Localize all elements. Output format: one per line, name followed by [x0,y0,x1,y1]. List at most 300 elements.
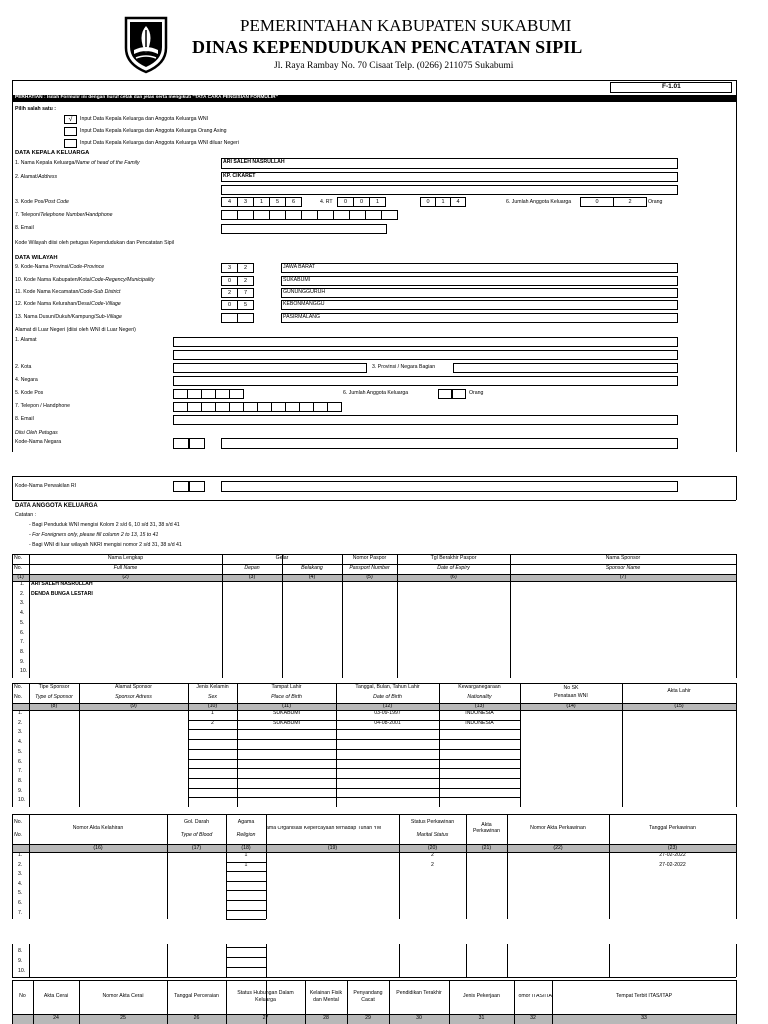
t2-h-no: No. [14,684,23,690]
t3-row-no: 5. [18,890,23,897]
t1-colnum: (7) [619,574,627,580]
t3-row-date: 27-02-2022 [659,852,686,858]
t4-h-hub: Status Hubungan Dalam Keluarga [237,990,294,1003]
t3b-column-divider [12,944,13,977]
t3-h-akta-kawin: Akta [481,822,492,828]
phone-digit-1[interactable] [221,210,238,220]
t4-colnum: 25 [120,1015,126,1021]
choose-label: Pilih salah satu : [15,106,56,112]
column-divider [79,683,80,807]
t3-row-no: 4. [18,880,23,887]
rw-digit-1[interactable]: 0 [420,197,436,207]
option-wni-label: Input Data Kepala Keluarga dan Anggota Keluarga WNI [80,116,209,122]
members-note-1: - Bagi Penduduk WNI mengisi Kolom 2 s/d 6, 10 s/d 31, 38 s/d 41 [29,522,180,528]
t2-h-dob: Tanggal, Bulan, Tahun Lahir [355,684,420,690]
kk-address-value: KP. CIKARET [223,173,256,179]
t3-row-date: 27-02-2022 [659,861,686,868]
wilayah-name-field[interactable] [281,300,678,310]
phone-digit-9[interactable] [349,210,366,220]
t3-h-akta: Nomor Akta Kelahiran [72,825,124,831]
t2-row-nat: INDONESIA [465,719,494,726]
form-code: F-1.01 [662,83,681,90]
t1-h-front: Depan [244,565,260,571]
t3b-row-line [226,947,266,948]
wilayah-code-digit-2[interactable] [237,313,254,323]
t2-colnum: (13) [474,703,485,709]
t3-colnum: (23) [667,844,678,851]
t4-h-itas: omor ITAS/ITA [518,994,552,999]
t2-row-pob: SUKABUMI [272,710,301,716]
postal-digit-2[interactable]: 3 [237,197,254,207]
column-divider [397,554,398,678]
t2-row-line [188,739,520,740]
column-divider [167,814,168,919]
option-abroad-checkbox[interactable] [64,139,77,148]
kk-members-label: 6. Jumlah Anggota Keluarga [506,199,572,205]
t1-h-title: Gelar [275,555,289,561]
column-divider [622,683,623,807]
members-note-2: - For Foreigners only, please fill column 2 to 13, 15 to 41 [29,532,159,538]
t2-row-line [188,749,520,750]
abroad-members-label: 6. Jumlah Anggota Keluarga [343,390,409,396]
abroad-postal-digit-4[interactable] [215,389,230,399]
abroad-postal-digit-3[interactable] [201,389,216,399]
t2-row-line [188,778,520,779]
postal-digit-4[interactable]: 5 [269,197,286,207]
wilayah-label-en: Code-Province [69,264,105,270]
abroad-phone-digit-10[interactable] [299,402,314,412]
t3b-column-divider [466,944,467,977]
t2-row-nat: INDONESIA [465,710,494,716]
option-abroad-label: Input Data Kepala Keluarga dan Anggota Keluarga WNI diluar Negeri [80,140,239,146]
abroad-email-field[interactable] [173,415,678,425]
t1-colnum: (1) [17,574,24,580]
phone-digit-2[interactable] [237,210,254,220]
t2-h-nat: Kewarganegaraan [458,684,501,690]
t1-colnum: (6) [450,574,457,580]
abroad-phone-digit-6[interactable] [243,402,258,412]
t3-h-tgl-kawin: Tanggal Perkawinan [649,825,696,831]
t3-row-line [226,890,266,891]
rt-digit-3[interactable]: 1 [369,197,386,207]
kk-name-label: 1. Nama Kepala Keluarga/Name of head of the Family [15,160,140,166]
t1-row-no: 2. [20,590,25,597]
t2-h-akta: Akta Lahir [667,688,691,694]
t2-h-pob: Tampat Lahir [271,684,302,690]
wilayah-name-field[interactable] [281,313,678,323]
abroad-address-label: 1. Alamat [15,337,37,343]
wilayah-label-text: 12. Kode Nama Kelurahan/Desa/ [15,301,92,307]
t3-colnum: (19) [327,844,338,851]
kk-address-field[interactable] [221,172,678,182]
t2-row-sex: 2 [211,719,214,726]
abroad-phone-digit-5[interactable] [229,402,244,412]
t3b-row-no: 8. [18,948,23,954]
t1-colnum: (2) [122,574,129,580]
table-line [12,814,736,815]
t2-row-no: 2. [18,719,23,726]
t3b-bottom [12,977,736,978]
t1-row-no: 6. [20,629,25,636]
t3-row-line [226,900,266,901]
phone-digit-7[interactable] [317,210,334,220]
t2-colnum: (11) [282,703,291,709]
column-divider [736,683,737,807]
members-note-3: - Bagi WNI di luar wilayah NKRI mengisi nomor 2 s/d 31, 38 s/d 41 [29,542,182,548]
rep-bottom-line [12,500,736,501]
t2-h-addr-en: Sponsor Adress [115,694,152,700]
members-digit-1[interactable]: 0 [580,197,614,207]
t2-row-no: 10. [18,797,26,804]
abroad-note: Alamat di Luar Negeri (diisi oleh WNI di Luar Negeri) [15,327,136,333]
t2-colnum: (10) [207,703,218,709]
t3-h-blood: Gol. Darah [183,819,210,825]
t4-colnum: 26 [193,1015,200,1021]
t1-h-passport: Nomor Paspor [352,555,387,561]
postal-digit-1[interactable]: 4 [221,197,238,207]
t3b-row-no: 9. [18,958,23,964]
t3b-row-line [226,957,266,958]
t2-row-line [188,797,520,798]
frame-right-2 [736,476,737,500]
t3b-column-divider [29,944,30,977]
t1-h-expiry: Tgl Berakhir Paspor [430,555,477,561]
t2-row-dob: 03-09-1997 [374,710,401,716]
t3-row-line [226,919,266,920]
t2-row-pob: SUKABUMI [272,719,301,726]
abroad-province-field[interactable] [453,363,678,373]
phone-digit-10[interactable] [365,210,382,220]
column-divider [520,683,521,807]
t2-h-type-en: Type of Sponsor [35,694,73,700]
rt-digit-2[interactable]: 0 [353,197,370,207]
t1-h-sponsor: Nama Sponsor [605,555,641,561]
abroad-city-field[interactable] [173,363,367,373]
t3b-column-divider [736,944,737,977]
t3b-column-divider [266,944,267,977]
t3-h-blood-en: Type of Blood [180,832,213,838]
notice-text: PERHATIAN : Isilah Formulir ini dengan huruf cetak dan jelas serta mengikuti "TATA CARA PENGISIAN FORMULIR" [15,95,278,100]
column-divider [342,554,343,678]
wilayah-label-text: 9. Kode-Nama Provinsi/ [15,264,70,270]
t2-h-type: Tipe Sponsor [38,684,70,690]
t4-h-cerai: Akta Cerai [43,993,69,999]
t3b-column-divider [399,944,400,977]
abroad-phone-digit-8[interactable] [271,402,286,412]
t1-row-no: 5. [20,619,25,626]
rw-digit-2[interactable]: 1 [435,197,451,207]
t3-colnum: (21) [481,844,492,851]
country-code-d1[interactable] [173,438,189,449]
t2-row-line [188,729,520,730]
header-line2: DINAS KEPENDUDUKAN PENCATATAN SIPIL [192,37,583,57]
abroad-city-label: 2. Kota [15,364,32,370]
t2-row-no: 3. [18,729,23,736]
abroad-phone-digit-7[interactable] [257,402,272,412]
column-divider [29,554,30,678]
phone-digit-3[interactable] [253,210,270,220]
t2-row-line [188,788,520,789]
column-divider [282,554,283,678]
kk-address-field-2[interactable] [221,185,678,195]
t4-h-kerja: Jenis Pekerjaan [463,993,500,999]
t4-colnum: 28 [323,1015,329,1021]
wilayah-code-digit-2[interactable]: 7 [237,288,254,298]
t1-h-name-en: Full Name [113,565,138,571]
abroad-postal-digit-1[interactable] [173,389,188,399]
t1-h-sponsor-en: Sponsor Name [605,565,641,571]
wilayah-label-text: 10. Kode Nama Kabupaten/Kota/ [15,277,92,283]
t1-row-name: ARI SALEH NASRULLAH [31,581,93,587]
t2-h-no-2: No. [14,694,23,700]
postal-digit-5[interactable]: 6 [285,197,302,207]
wilayah-name-value: PASIRMALANG [283,314,321,320]
column-divider [12,683,13,807]
t2-colnum: (8) [50,703,58,709]
t3-h-no-akta-kawin: Nomor Akta Perkawinan [530,825,586,831]
kk-address-label: 2. Alamat/Address [15,174,58,180]
rt-digit-1[interactable]: 0 [337,197,354,207]
abroad-members-d1[interactable] [438,389,452,399]
t3b-column-divider [609,944,610,977]
wilayah-code-digit-1[interactable] [221,313,238,323]
t2-colnum: (12) [382,703,393,709]
t2-h-sex-en: Sex [208,694,217,700]
header-line1: PEMERINTAHAN KABUPATEN SUKABUMI [240,16,572,35]
t3-colnum: (22) [553,844,563,851]
section-members: DATA ANGGOTA KELUARGA [15,503,98,509]
wilayah-code-digit-1[interactable]: 0 [221,300,238,310]
table-line [222,564,342,565]
t2-row-no: 4. [18,739,23,746]
t4-colnum: 30 [416,1015,422,1021]
t3-colnum: (16) [93,844,103,851]
t3-row-no: 1. [18,852,23,858]
phone-digit-6[interactable] [301,210,318,220]
kk-postal-label: 3. Kode Pos/Post Code [15,199,69,205]
wilayah-code-digit-1[interactable]: 0 [221,276,238,286]
rep-name-field[interactable] [221,481,678,492]
t2-row-no: 1. [18,710,23,716]
t4-colnum: 33 [641,1015,647,1021]
abroad-phone-digit-12[interactable] [327,402,342,412]
t1-row-no: 10. [20,668,28,675]
wilayah-label [15,315,122,320]
officer-label: Diisi Oleh Petugas [15,430,58,436]
kk-email-label: 8. Email [15,225,34,231]
t1-colnum: (3) [248,574,256,580]
t1-colnum: (4) [308,574,316,580]
t3-colnum: (20) [427,844,438,851]
t4-h-cacat: Penyandang Cacat [353,990,383,1003]
wilayah-code-digit-1[interactable]: 2 [221,288,238,298]
abroad-address-field[interactable] [173,337,678,347]
frame-left [12,80,13,452]
rep-code-d1[interactable] [173,481,189,492]
t3-h-no: No. [14,819,23,825]
abroad-phone-label: 7. Telepon / Handphone [15,403,70,409]
abroad-country-field[interactable] [173,376,678,386]
kk-name-field[interactable] [221,158,678,169]
t2-row-dob: 04-08-2001 [374,719,401,726]
option-wni-checkbox[interactable]: √ [64,115,77,124]
t3-row-religion: 1 [244,852,248,858]
t3-h-marital: Status Perkawinan [410,819,455,825]
abroad-email-label: 8. Email [15,416,34,422]
members-digit-2[interactable]: 2 [613,197,647,207]
t2-colnum: (9) [130,703,137,709]
t3b-column-divider [167,944,168,977]
wilayah-code-digit-2[interactable]: 2 [237,263,254,273]
wilayah-name-field[interactable] [281,288,678,298]
t4-h-kelainan: Kelainan Fisik dan Mental [309,990,343,1003]
t2-h-pob-en: Place of Birth [271,694,302,700]
abroad-members-unit: Orang [469,390,484,396]
column-divider [736,814,737,919]
t3-row-line [226,910,266,911]
kk-name-value: ARI SALEH NASRULLAH [223,159,285,165]
wilayah-label [15,290,120,295]
abroad-phone-digit-4[interactable] [215,402,230,412]
t3-h-org: ama Organisasi Kepercayaan terhadap Tuhan YM [266,826,382,831]
wilayah-name-value: SUKABUMI [283,277,311,283]
t2-row-no: 7. [18,768,23,775]
wilayah-name-field[interactable] [281,263,678,273]
t2-row-no: 9. [18,787,23,794]
t4-colnum: 31 [478,1015,485,1021]
frame-left-2 [12,476,13,500]
option-foreign-label: Input Data Kepala Keluarga dan Anggota Keluarga Orang Asing [80,128,227,134]
t1-colnum: (5) [366,574,373,580]
kk-members-unit: Orang [648,199,663,205]
wilayah-label-en: Code-Regency/Municipality [91,277,155,283]
t4-column-divider [736,980,737,1024]
t4-colnum: 29 [365,1015,371,1021]
phone-digit-4[interactable] [269,210,286,220]
frame-right [736,80,737,452]
t3-row-line [226,871,266,872]
government-logo [122,14,170,74]
section-kk: DATA KEPALA KELUARGA [15,150,90,156]
rep-top-line [12,476,736,477]
column-divider [736,554,737,678]
t4-column-divider [12,980,13,1024]
phone-digit-11[interactable] [381,210,398,220]
column-divider [12,814,13,919]
t2-row-line [188,759,520,760]
t3-h-religion: Agama [237,819,255,825]
rw-digit-3[interactable]: 4 [450,197,466,207]
kk-rt-label: 4. RT [320,199,333,205]
t2-colnum: (14) [566,703,576,709]
rep-code-d2[interactable] [189,481,205,492]
t2-row-no: 8. [18,777,23,784]
wilayah-label [15,265,104,270]
t1-row-no: 3. [20,600,25,607]
wilayah-label-en: Code-Village [91,301,121,307]
wilayah-name-value: KEBONMANGGU [283,301,325,307]
t3b-column-divider [226,944,227,977]
column-divider [12,554,13,678]
option-foreign-checkbox[interactable] [64,127,77,136]
members-notes-title: Catatan : [15,512,37,518]
t2-colnum: (15) [674,703,684,709]
t2-h-sk-2: Penataan WNI [554,693,588,699]
abroad-phone-digit-11[interactable] [313,402,328,412]
column-divider [29,683,30,807]
country-code-d2[interactable] [189,438,205,449]
kk-phone-label: 7. Telepon/Telephone Number/Handphone [15,212,113,218]
column-divider [510,554,511,678]
t3-row-marital: 2 [431,852,434,858]
t2-h-nat-en: Nationality [467,694,492,700]
country-code-label: Kode-Nama Negara [15,439,62,445]
wilayah-label-text: 11. Kode Nama Kecamatan/ [15,289,80,295]
abroad-phone-digit-3[interactable] [201,402,216,412]
t3-h-no-2: No. [14,832,23,838]
t4-h-pend: Pendidikan Terakhir [396,990,442,996]
wilayah-name-field[interactable] [281,276,678,286]
postal-digit-3[interactable]: 1 [253,197,270,207]
header-address: Jl. Raya Rambay No. 70 Cisaat Telp. (0266) 211075 Sukabumi [274,61,514,71]
wilayah-label-en: Sub-Village [95,314,122,320]
abroad-phone-digit-9[interactable] [285,402,300,412]
table-line [12,581,736,582]
abroad-postal-digit-2[interactable] [187,389,202,399]
wilayah-label [15,302,121,307]
wilayah-label [15,278,154,283]
abroad-members-d2[interactable] [452,389,466,399]
t3b-column-divider [507,944,508,977]
region-note: Kode Wilayah diisi oleh petugas Kependudukan dan Pencatatan Sipil [15,240,174,246]
t4-colnum: 27 [262,1015,269,1021]
t2-h-dob-en: Date of Birth [373,694,402,700]
t1-row-no: 8. [20,648,25,655]
t3-row-no: 3. [18,871,23,878]
abroad-postal-label: 5. Kode Pos [15,390,44,396]
wilayah-code-digit-2[interactable]: 2 [237,276,254,286]
t1-h-passport-en: Passport Number [349,565,390,571]
kk-email-field[interactable] [221,224,387,234]
abroad-country-label: 4. Negara [15,377,38,383]
t2-row-line [188,768,520,769]
t3-row-religion: 1 [244,861,248,868]
phone-digit-5[interactable] [285,210,302,220]
abroad-phone-digit-1[interactable] [173,402,188,412]
abroad-phone-digit-2[interactable] [187,402,202,412]
t1-row-no: 4. [20,610,25,617]
phone-digit-8[interactable] [333,210,350,220]
t3-row-no: 2. [18,861,23,868]
wilayah-label-text: 13. Nama Dusun/Dukuh/Kampung/ [15,314,96,320]
t3-row-no: 7. [18,909,23,916]
wilayah-code-digit-2[interactable]: 5 [237,300,254,310]
t4-top [12,980,736,981]
country-name-field[interactable] [221,438,678,449]
t4-h-no: No [19,993,26,999]
wilayah-name-value: GUNUNGGURUH [283,289,326,295]
t1-row-no: 1. [20,581,25,587]
wilayah-code-digit-1[interactable]: 3 [221,263,238,273]
abroad-address-field-2[interactable] [173,350,678,360]
wilayah-label-en: Code-Sub District [79,289,121,295]
t3-h-marital-en: Marital Status [416,832,449,838]
wilayah-name-value: JAWA BARAT [283,264,316,270]
t4-h-tgl-cerai: Tanggal Perceraian [174,993,219,999]
abroad-province-label: 3. Provinsi / Negara Bagian [372,364,436,370]
t3b-row-line [226,967,266,968]
abroad-postal-digit-5[interactable] [229,389,244,399]
